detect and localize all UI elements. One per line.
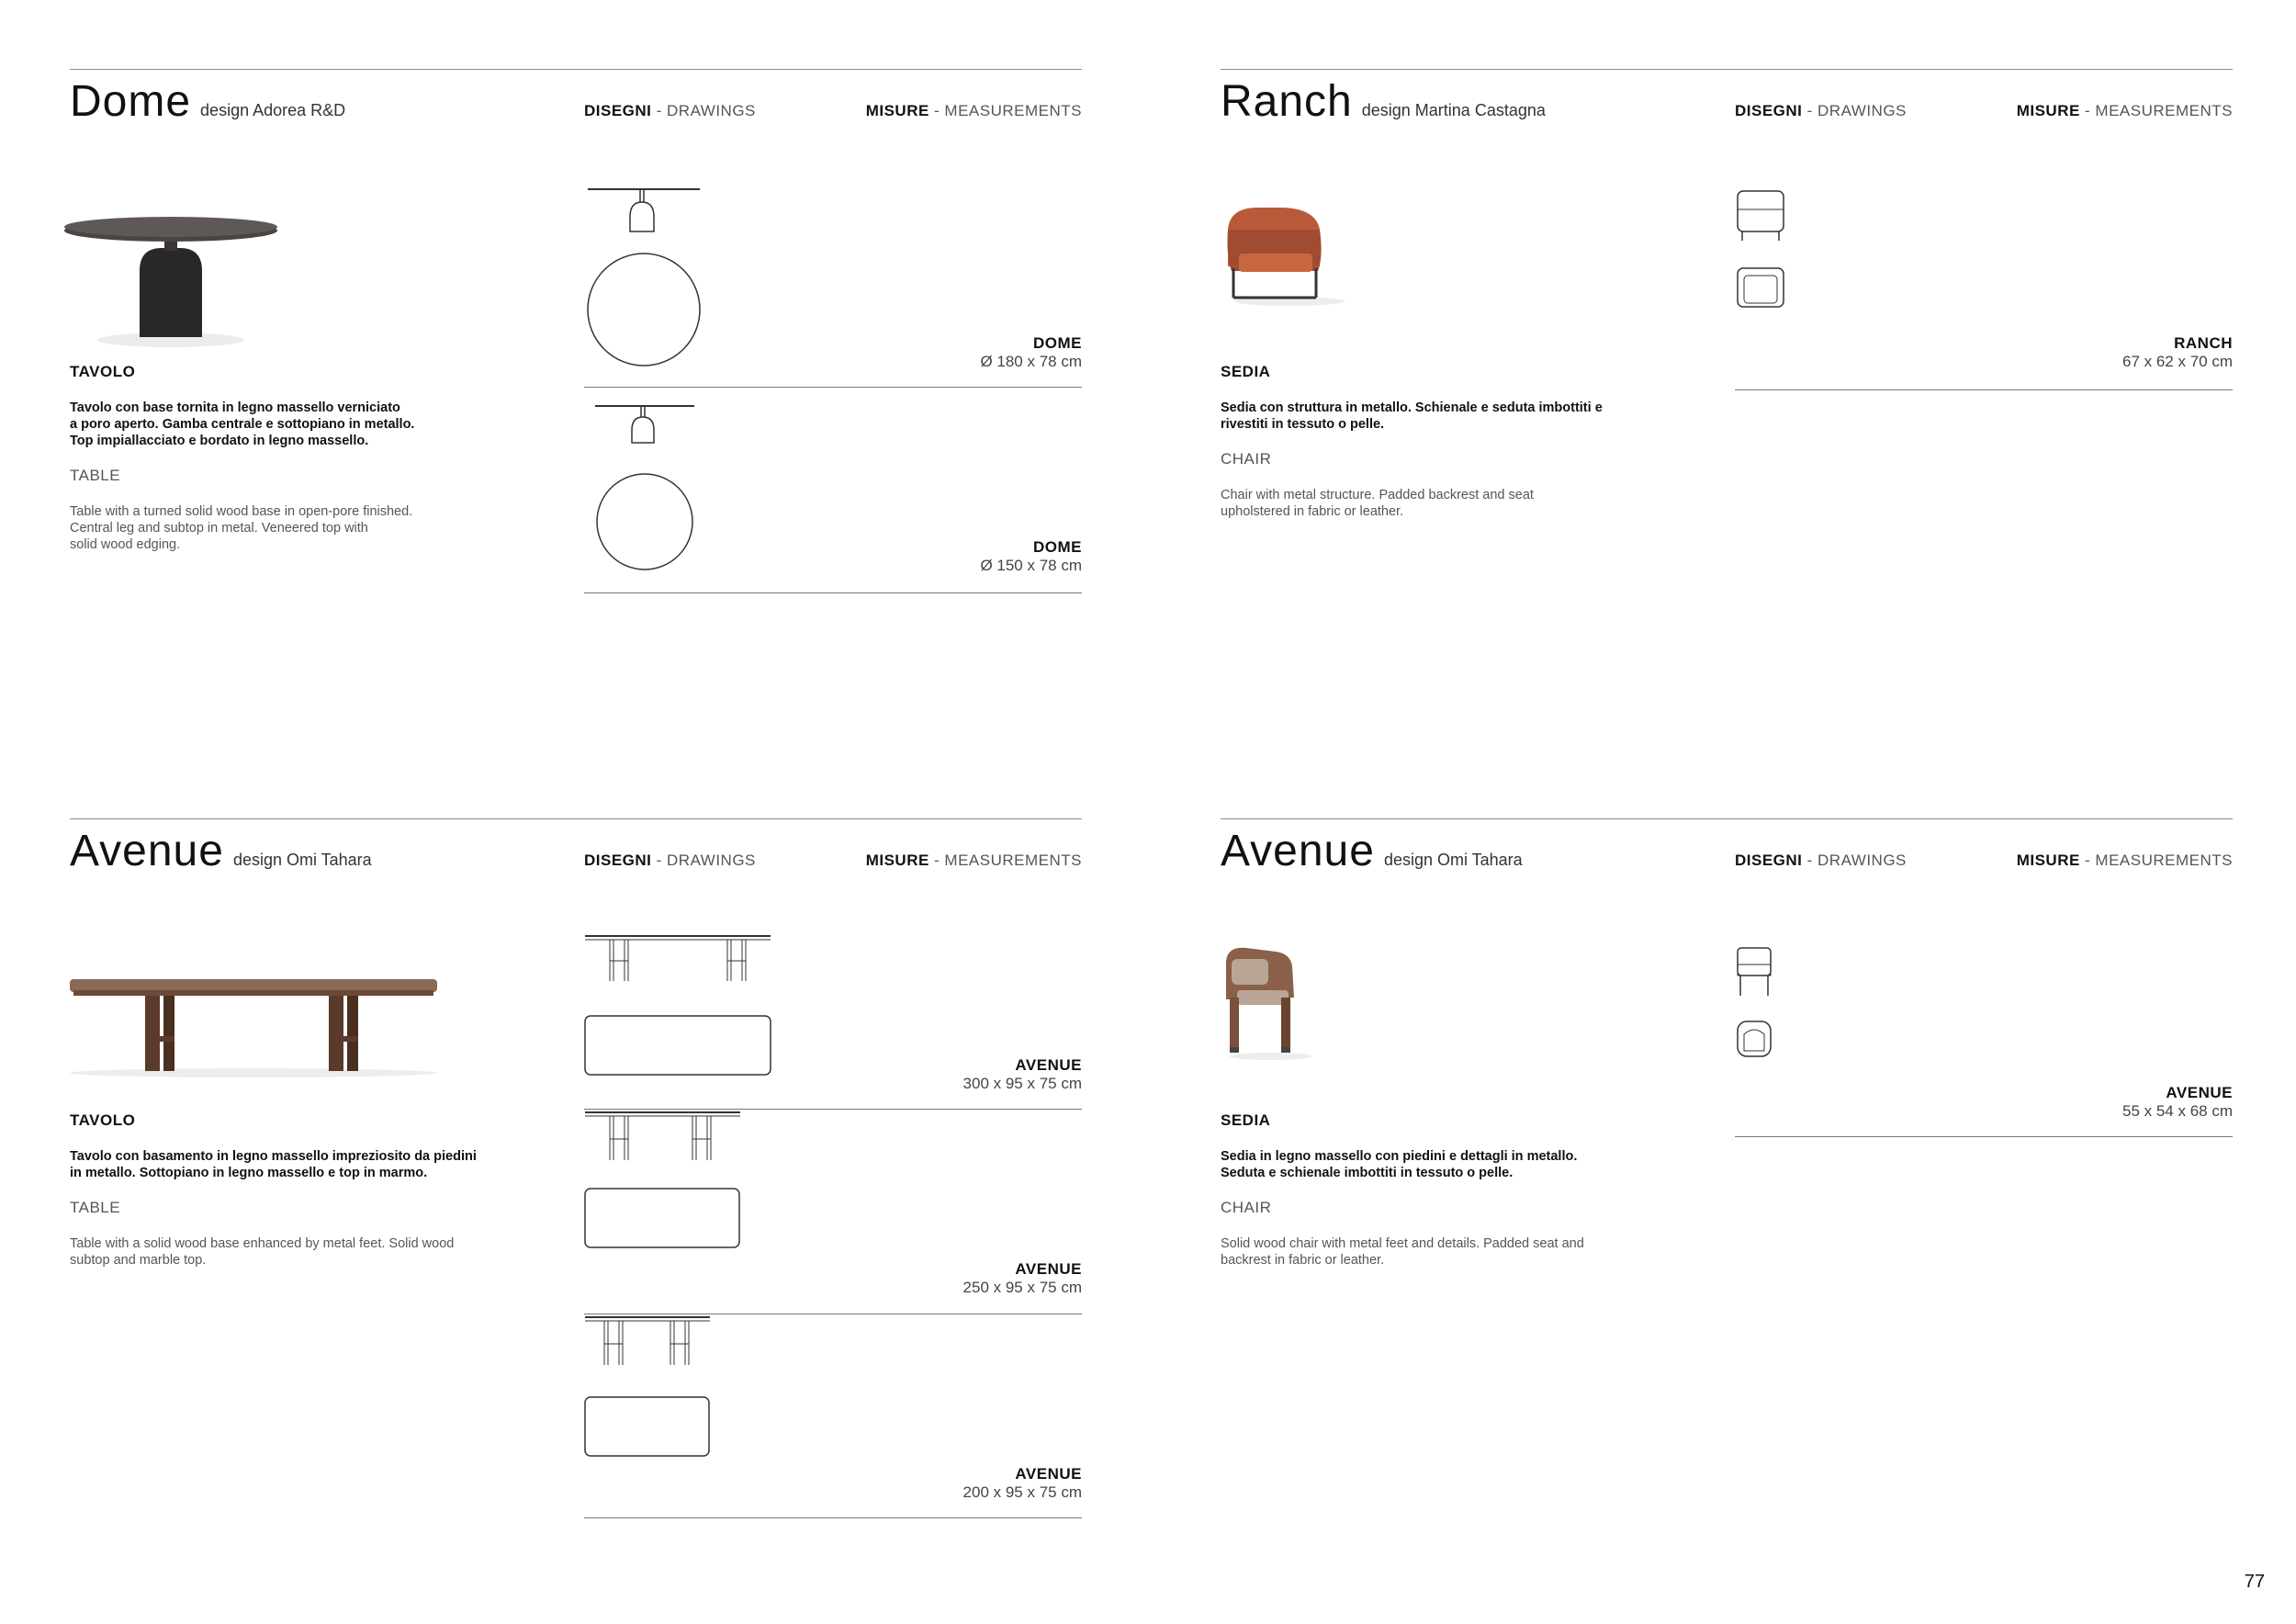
measurement-name: AVENUE	[2166, 1084, 2233, 1101]
measurement-size: 200 x 95 x 75 cm	[962, 1483, 1082, 1501]
avenue-table-photo	[61, 970, 446, 1080]
measurement-size: 55 x 54 x 68 cm	[2122, 1102, 2233, 1120]
page-number: 77	[2244, 1572, 2265, 1592]
product-designer: design Martina Castagna	[1361, 101, 1546, 119]
description-it: Sedia in legno massello con piedini e dettagli in metallo. Seduta e schienale imbottiti in tessuto o pelle.	[1221, 1149, 1578, 1180]
dome-table-photo	[61, 207, 281, 354]
measurement-size: 300 x 95 x 75 cm	[962, 1075, 1082, 1092]
product-name: Avenue	[1221, 827, 1375, 875]
measurement-size: 250 x 95 x 75 cm	[962, 1279, 1082, 1296]
measurement-name: AVENUE	[1015, 1465, 1082, 1483]
drawings-header: DISEGNI - DRAWINGS	[1735, 102, 1907, 119]
product-avenue-table	[70, 818, 1082, 1517]
description-it: Tavolo con base tornita in legno massello verniciato a poro aperto. Gamba centrale e sottopiano in metallo. Top impiallacciato e bordato in legno massello.	[70, 400, 415, 448]
avenue-chair-drawing	[1735, 933, 1799, 1099]
measurement-row	[1735, 933, 2233, 1137]
section-divider	[1221, 69, 2233, 70]
avenue-200-drawing	[584, 1314, 722, 1518]
measurement-size: Ø 180 x 78 cm	[980, 353, 1082, 370]
drawings-header: DISEGNI - DRAWINGS	[584, 102, 756, 119]
measurement-size: Ø 150 x 78 cm	[980, 557, 1082, 574]
category-en: CHAIR	[1221, 450, 1272, 468]
product-title	[70, 829, 372, 874]
category-en: TABLE	[70, 467, 121, 484]
measurement-row	[584, 1110, 1082, 1314]
ranch-drawing	[1735, 184, 1799, 331]
measurement-name: AVENUE	[1015, 1056, 1082, 1074]
product-title	[70, 77, 346, 126]
category-en: TABLE	[70, 1199, 121, 1216]
description-en: Solid wood chair with metal feet and details. Padded seat and backrest in fabric or leather.	[1221, 1236, 1584, 1268]
product-title	[1221, 77, 1546, 126]
product-title	[1221, 829, 1523, 874]
measurements-header: MISURE - MEASUREMENTS	[865, 851, 1082, 869]
section-divider	[1221, 818, 2233, 819]
product-ranch	[1221, 69, 2233, 620]
drawings-header: DISEGNI - DRAWINGS	[584, 851, 756, 869]
category-it: SEDIA	[1221, 363, 1271, 380]
description-it: Sedia con struttura in metallo. Schienale e seduta imbottiti e rivestiti in tessuto o pelle.	[1221, 400, 1603, 432]
category-it: TAVOLO	[70, 1111, 136, 1129]
section-divider	[70, 818, 1082, 819]
measurement-row	[584, 933, 1082, 1110]
avenue-chair-photo	[1221, 942, 1331, 1062]
product-name: Ranch	[1221, 77, 1353, 126]
measurement-row	[584, 388, 1082, 593]
product-name: Dome	[70, 77, 192, 126]
measurement-row	[1735, 184, 2233, 390]
category-it: TAVOLO	[70, 363, 136, 380]
description-it: Tavolo con basamento in legno massello impreziosito da piedini in metallo. Sottopiano in legno massello e top in marmo.	[70, 1149, 477, 1180]
description-en: Table with a solid wood base enhanced by metal feet. Solid wood subtop and marble top.	[70, 1236, 455, 1268]
product-name: Avenue	[70, 827, 224, 875]
description-en: Table with a turned solid wood base in open-pore finished. Central leg and subtop in metal. Veneered top with solid wood edging.	[70, 504, 413, 552]
description-en: Chair with metal structure. Padded backrest and seat upholstered in fabric or leather.	[1221, 488, 1534, 519]
measurement-name: AVENUE	[1015, 1260, 1082, 1278]
product-designer: design Adorea R&D	[200, 101, 346, 119]
ranch-chair-photo	[1221, 202, 1358, 308]
product-designer: design Omi Tahara	[1383, 851, 1523, 869]
section-divider	[70, 69, 1082, 70]
avenue-300-drawing	[584, 933, 777, 1110]
dome-150-drawing	[584, 388, 713, 593]
category-it: SEDIA	[1221, 1111, 1271, 1129]
product-designer: design Omi Tahara	[232, 851, 372, 869]
measurement-size: 67 x 62 x 70 cm	[2122, 353, 2233, 370]
product-avenue-chair	[1221, 818, 2233, 1370]
measurement-name: DOME	[1033, 334, 1082, 352]
measurement-row	[584, 184, 1082, 388]
measurements-header: MISURE - MEASUREMENTS	[2016, 851, 2233, 869]
avenue-250-drawing	[584, 1110, 749, 1314]
measurements-header: MISURE - MEASUREMENTS	[865, 102, 1082, 119]
drawings-header: DISEGNI - DRAWINGS	[1735, 851, 1907, 869]
category-en: CHAIR	[1221, 1199, 1272, 1216]
measurement-name: RANCH	[2174, 334, 2233, 352]
measurement-name: DOME	[1033, 538, 1082, 556]
product-dome	[70, 69, 1082, 620]
dome-180-drawing	[584, 184, 713, 388]
measurements-header: MISURE - MEASUREMENTS	[2016, 102, 2233, 119]
measurement-row	[584, 1314, 1082, 1518]
